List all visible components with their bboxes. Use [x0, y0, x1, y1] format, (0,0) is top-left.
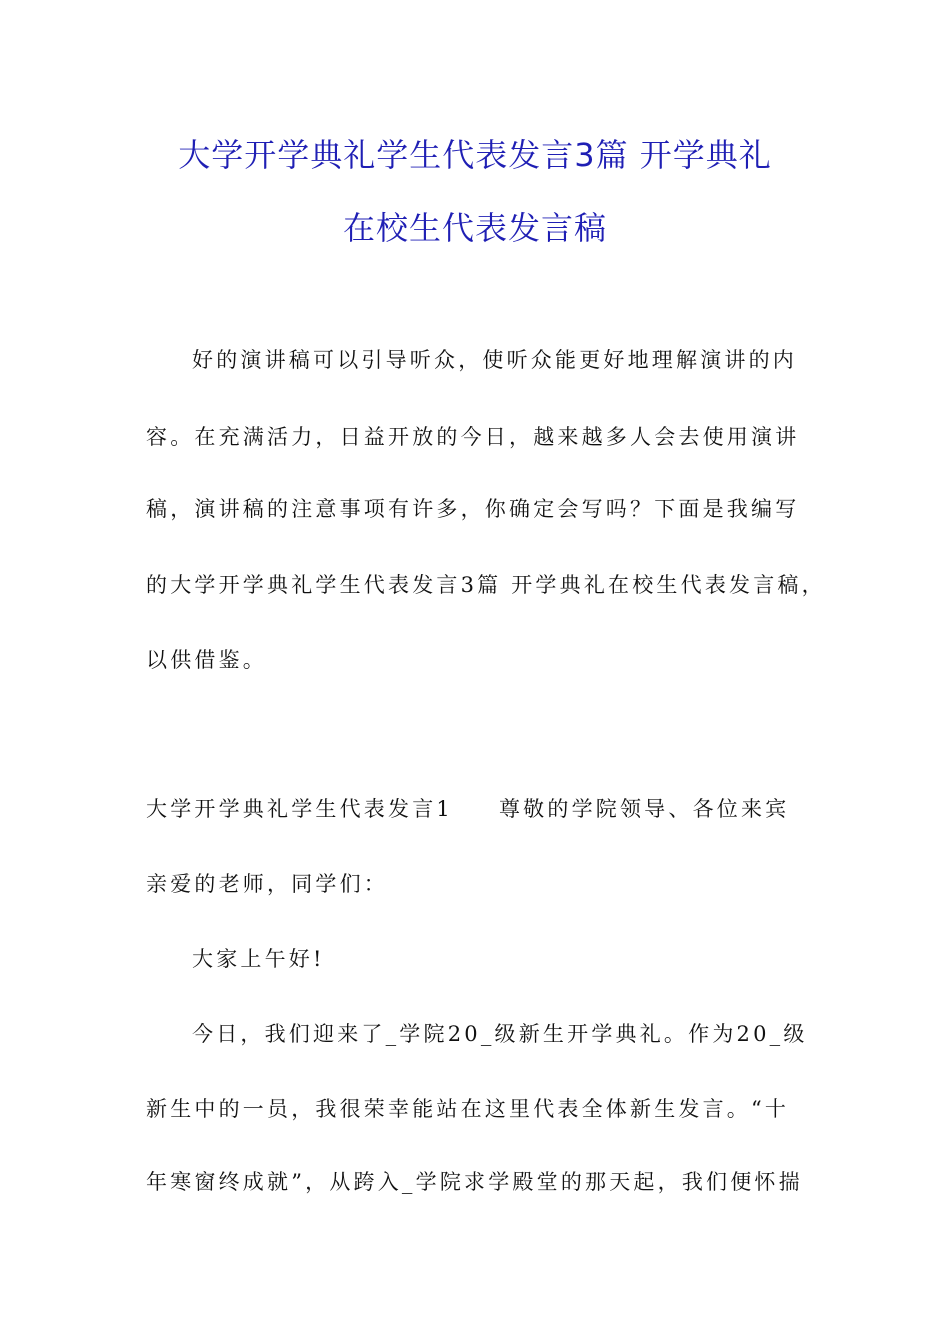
salutation-part-2: 亲爱的老师，同学们： [146, 872, 388, 896]
document-title-line-1: 大学开学典礼学生代表发言3篇 开学典礼 [178, 136, 772, 174]
intro-line-3: 稿，演讲稿的注意事项有许多，你确定会写吗？下面是我编写 [146, 497, 800, 521]
greeting: 大家上午好! [192, 947, 325, 971]
salutation-part-1: 尊敬的学院领导、各位来宾 [498, 797, 790, 821]
body-line-1: 今日，我们迎来了_学院20_级新生开学典礼。作为20_级 [192, 1022, 808, 1046]
intro-line-4: 的大学开学典礼学生代表发言3篇 开学典礼在校生代表发言稿， [146, 573, 826, 597]
body-line-3: 年寒窗终成就”，从跨入_学院求学殿堂的那天起，我们便怀揣 [146, 1170, 803, 1194]
body-line-2: 新生中的一员，我很荣幸能站在这里代表全体新生发言。“十 [146, 1097, 790, 1121]
speech-heading-line [146, 794, 789, 824]
document-title-line-2: 在校生代表发言稿 [342, 209, 607, 247]
intro-line-5: 以供借鉴。 [146, 648, 267, 672]
intro-line-2: 容。在充满活力，日益开放的今日，越来越多人会去使用演讲 [146, 425, 800, 449]
speech-heading: 大学开学典礼学生代表发言1 [146, 797, 453, 821]
intro-line-1: 好的演讲稿可以引导听众，使听众能更好地理解演讲的内 [192, 348, 797, 372]
